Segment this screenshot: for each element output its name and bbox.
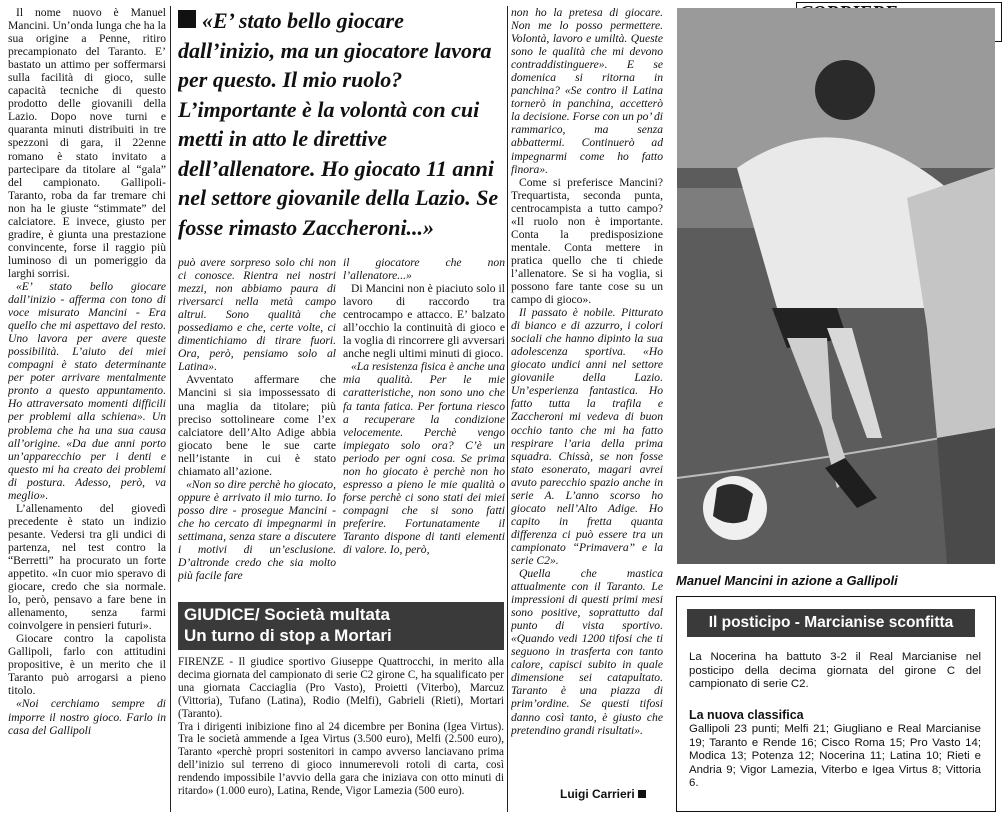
article-column-4 (511, 6, 663, 778)
article-column-2 (178, 256, 336, 596)
article-column-3 (343, 256, 505, 596)
quote-marker-icon (178, 10, 196, 28)
posticipo-box (676, 596, 996, 812)
posticipo-class-body: Gallipoli 23 punti; Melfi 21; Giugliano e Real Marcianise 19; Taranto e Rende 16; Cisco Roma 15; Pro Vasto 14; Modica 13; Potenza 12; Nocerina 11; Latina 10; Rieti e Andria 9; Vigor Lamezia, Viterbo e Igea Virtus 8; Vittoria 6. (689, 723, 981, 790)
giudice-header (178, 602, 504, 650)
col4-para-1: non ho la pretesa di giocare. Non me lo posso permettere. Volontà, lavoro e umiltà. Queste sono le qualità che mi devono contraddistinguere». E se domenica si ritorna in panchina? «Se contro il Latina tornerò in panchina, accetterò la decisione. Forse con un po’ di rammarico, ma senza abbattermi. Continuerò ad impegnarmi come ho fatto finora». (511, 6, 663, 176)
byline (560, 786, 670, 802)
col4-para-2: Come si preferisce Mancini? Trequartista, seconda punta, centrocampista a tutto campo? «Il ruolo non è importante. Conta la predisposizione mentale. Conta mettere in pratica quello che ti chiede l’allenatore. Se si ha voglia, si possono fare tante cose su un campo di gioco». (511, 175, 663, 307)
posticipo-head: Il posticipo - Marcianise sconfitta (708, 614, 954, 631)
photo (677, 8, 995, 564)
photo-caption: Manuel Mancini in azione a Gallipoli (676, 573, 898, 588)
quote-headline-text: «E’ stato bello giocare dall’inizio, ma un giocatore lavora per questo. Il mio ruolo? L’importante è la volontà con cui metti in atto le direttive dell’allenatore. Ho giocato 11 anni nel settore giovanile della Lazio. Se fosse rimasto Zaccheroni...» (178, 8, 499, 240)
col1-para-2: «E’ stato bello giocare dall’inizio - afferma con tono di voce misurato Mancini - Era quello che mi aspettavo del resto. Uno lavora per avere queste possibilità. L’aiuto dei miei compagni è stato determinante per poter arrivare mentalmente pronto a questo appuntamento. Ho attraversato momenti difficili per problemi alla schiena». Un problema che ha una sua causa all’origine. «Da due anni porto un’apparecchio per i denti e questo mi ha creato dei problemi di postura. Adesso, però, va meglio». (8, 279, 166, 502)
posticipo-class-title: La nuova classifica (689, 708, 804, 722)
col3-para-3: «La resistenza fisica è anche una mia qualità. Per le mie caratteristiche, non sono uno che fa tanta fatica. Per fortuna riesco a recuperare la condizione velocemente. Perchè vengo impiegato solo ora? C’è un periodo per ogni cosa. Se prima non ho giocato è perchè non ho espresso a pieno le mie qualità o forse perchè ci sono stati dei miei compagni che si sono fatti preferire. Fortunatamente il Taranto dispone di tanti elementi di valore. Io, però, (343, 360, 505, 557)
quote-headline (178, 6, 504, 250)
column-divider (170, 6, 171, 812)
col4-para-3: Il passato è nobile. Pitturato di bianco e di azzurro, i colori sociali che hanno dipinto la sua adolescenza sportiva. «Ho giocato undici anni nel settore giovanile della Lazio. Un’esperienza fantastica. Ho fatto tutta la trafila e Zaccheroni mi vedeva di buon occhio tanto che mi ha fatto respirare l’aria della prima squadra. Chissà, se non fosse stato esonerato, magari avrei avuto parecchio spazio anche in serie A. L’anno scorso ho giocato nell’Alto Adige. Ho capito in fretta quanta differenza ci può essere tra un campionato “Primavera” e la serie C2». (511, 306, 663, 567)
giudice-head-2: Un turno di stop a Mortari (184, 626, 392, 645)
column-divider (507, 6, 508, 812)
giudice-body-1: FIRENZE - Il giudice sportivo Giuseppe Quattrocchi, in merito alla decima giornata del campionato di serie C2 girone C, ha squalificato per una giornata Cacciaglia (Pro Vasto), Proietti (Viterbo), Marcuz (Vittoria), Tufano (Latina), Rodio (Melfi), Gabrieli (Rieti), Mortari (Taranto). (178, 656, 504, 720)
col1-para-1: Il nome nuovo è Manuel Mancini. Un’onda lunga che ha la sua origine a Penne, ritiro precampionato del Taranto. E’ bastato un attimo per soffermarsi sulla facilità di gioco, sulle capacità tecniche di questo prodotto delle giovanili della Lazio. Dopo nove turni e quaranta minuti distribuiti in tre spezzoni di gara, il 22enne romano è stato invitato a partecipare da titolare al “gala” del campionato. Gallipoli-Taranto, roba da far tremare chi non ha le giuste “stimmate” del calciatore. E invece, giusto per gradire, è giunta una prestazione convincente, forse il raggio più luminoso di un pomeriggio da larghi sorrisi. (8, 6, 166, 280)
article-column-1 (8, 6, 166, 812)
posticipo-header (687, 609, 975, 637)
giudice-head-1: GIUDICE/ Società multata (184, 605, 390, 624)
byline-text: Luigi Carrieri (560, 787, 635, 801)
col1-para-4: Giocare contro la capolista Gallipoli, farlo con attitudini propositive, è un merito che il Taranto può arrogarsi a pieno titolo. (8, 632, 166, 698)
col3-para-1: il giocatore che non l’allenatore...» (343, 256, 505, 283)
col2-para-3: «Non so dire perchè ho giocato, oppure è arrivato il mio turno. Io posso dire - prosegue Mancini - che ho cercato di impegnarmi in settimana, senza stare a discutere i motivi di un’esclusione. D’altronde credo che sia molto più facile fare (178, 477, 336, 583)
giudice-body (178, 656, 504, 806)
col2-para-2: Avventato affermare che Mancini si sia impossessato di una maglia da titolare; più preciso sottolineare come l’ex calciatore dell’Alto Adige abbia giocato bene le sue carte nell’istante in cui è stato chiamato all’azione. (178, 373, 336, 478)
col4-para-4: Quella che mastica attualmente con il Taranto. Le impressioni di questi primi mesi sono positive, soprattutto dal punto di vista sportivo. «Quando vedi 1200 tifosi che ti seguono in trasferta con tanto calore, capisci subito in quale dimensione sei catapultato. Taranto è una piazza di prim’ordine. Se questi tifosi danno così tanto, è giusto che pretendino grandi risultati». (511, 567, 663, 737)
giudice-body-2: Tra i dirigenti inibizione fino al 24 dicembre per Bonina (Igea Virtus). Tra le società ammende a Igea Virtus (3.500 euro), Melfi (2.500 euro), Taranto «perchè propri sostenitori in campo avverso lanciavano prima dell’inizio sul terreno di gioco innumerevoli rotoli di carta, così rendendo impossibile l’avvio della gara che iniziava con otto minuti di ritardo» (1.000 euro), Latina, Rende, Vigor Lamezia (500 euro). (178, 720, 504, 798)
byline-marker-icon (638, 790, 646, 798)
col1-para-3: L’allenamento del giovedì precedente è stato un indizio pesante. Vedersi tra gli undici di partenza, nel test contro la “Berretti” ha procurato un forte appetito. «In cuor mio speravo di giocare, credo che sia normale. Io, però, pensavo a fare bene in allenamento, senza farmi coinvolgere in pensieri futuri». (8, 501, 166, 633)
photo-illustration (677, 8, 995, 564)
col3-para-2: Di Mancini non è piaciuto solo il lavoro di raccordo tra centrocampo e attacco. E’ balzato all’occhio la continuità di gioco e la voglia di rincorrere gli avversari anche negli ultimi minuti di gioco. (343, 282, 505, 361)
posticipo-body: La Nocerina ha battuto 3-2 il Real Marcianise nel posticipo della decima giornata del girone C del campionato di serie C2. (689, 651, 981, 691)
col2-para-1: può avere sorpreso solo chi non ci conosce. Rientra nei nostri mezzi, non abbiamo paura di riversarci nella metà campo altrui. Sono qualità che possediamo e che, certe volte, ci dimentichiamo di tirare fuori. Ora, però, pensiamo solo al Latina». (178, 256, 336, 374)
col1-para-5: «Noi cerchiamo sempre di imporre il nostro gioco. Farlo in casa del Gallipoli (8, 697, 166, 737)
